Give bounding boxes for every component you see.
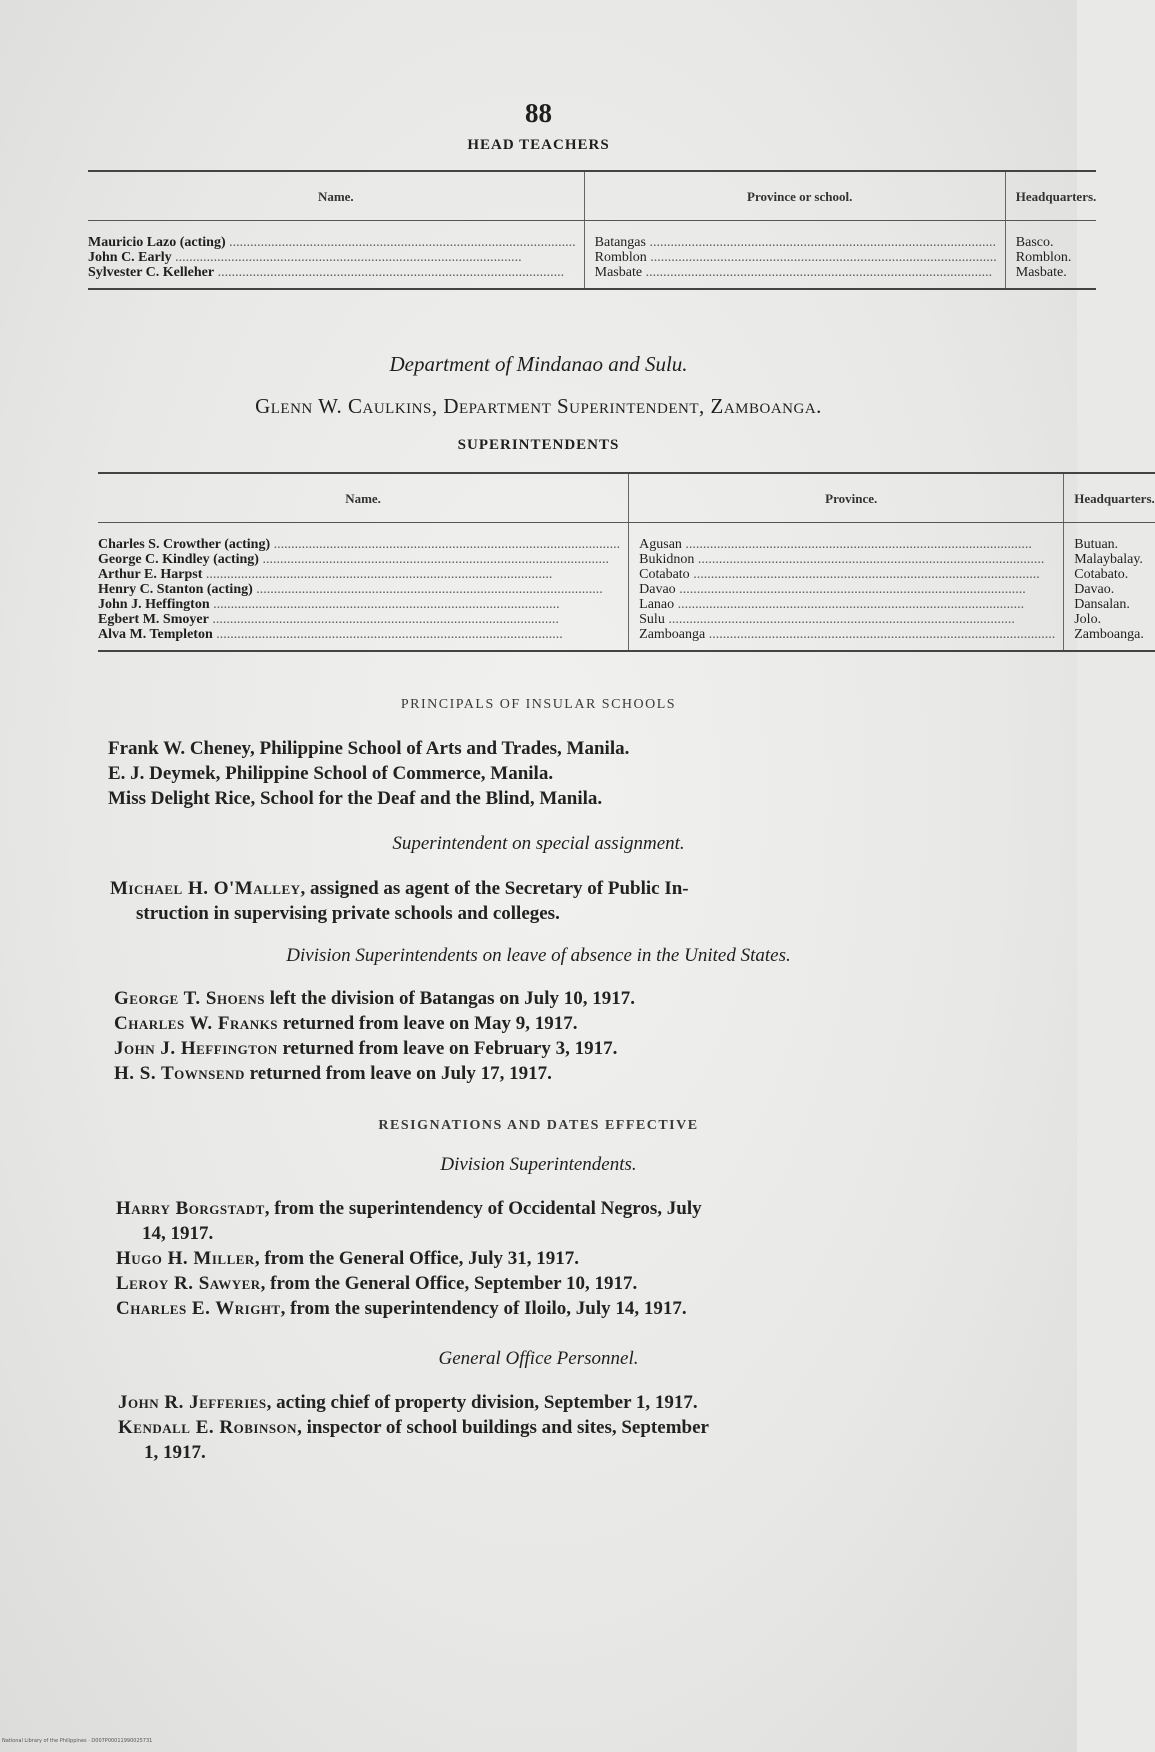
list-item (118, 1390, 988, 1415)
resignations-heading: RESIGNATIONS AND DATES EFFECTIVE (378, 1118, 699, 1133)
superintendent-headquarters: Cotabato. (1074, 567, 1129, 582)
list-item: Miss Delight Rice, School for the Deaf and the Blind, Manila. (108, 788, 603, 809)
teacher-province: Masbate ..... (595, 265, 997, 280)
department-superintendent-line: Glenn W. Caulkins, Department Superintendent, Zamboanga. (255, 394, 822, 418)
teacher-province: Romblon ..... (595, 250, 997, 265)
person-name: George T. Shoens (114, 988, 265, 1009)
column-header-province-school: Province or school. (584, 171, 1005, 221)
person-name: Charles E. Wright (116, 1298, 281, 1319)
superintendent-name: Arthur E. Harpst ..... (98, 567, 620, 582)
general-office-heading: General Office Personnel. (438, 1348, 639, 1369)
teacher-province: Batangas ..... (595, 235, 997, 250)
teacher-name: Sylvester C. Kelleher ..... (88, 265, 576, 280)
entry-text: , assigned as agent of the Secretary of Public In- (300, 878, 689, 899)
entry-text: , from the General Office, September 10, 1917. (260, 1273, 638, 1294)
person-name: Harry Borgstadt (116, 1198, 265, 1219)
person-name: Kendall E. Robinson (118, 1417, 298, 1438)
entry-text: returned from leave on July 17, 1917. (244, 1063, 552, 1084)
superintendent-province: Zamboanga ..... (639, 627, 1055, 642)
column-header-province: Province. (629, 473, 1064, 523)
teacher-headquarters: Romblon. (1015, 250, 1072, 265)
superintendent-name: John J. Heffington ..... (98, 597, 620, 612)
principals-heading: PRINCIPALS OF INSULAR SCHOOLS (400, 697, 677, 712)
superintendent-headquarters: Butuan. (1074, 537, 1119, 552)
entry-text: , inspector of school buildings and sites, September (297, 1417, 709, 1438)
entry-text: , from the superintendency of Iloilo, July 14, 1917. (280, 1298, 687, 1319)
entry-text: returned from leave on February 3, 1917. (277, 1038, 618, 1059)
list-item (116, 1271, 986, 1296)
entry-text: returned from leave on May 9, 1917. (277, 1013, 578, 1034)
list-item (118, 1415, 988, 1465)
list-item (114, 986, 994, 1011)
teacher-headquarters: Basco. (1015, 235, 1054, 250)
special-assignment-heading: Superintendent on special assignment. (392, 833, 685, 854)
entry-text: , from the General Office, July 31, 1917. (254, 1248, 579, 1269)
column-header-headquarters: Headquarters. (1064, 473, 1155, 523)
list-item (114, 1011, 994, 1036)
list-item (114, 1036, 994, 1061)
column-header-name: Name. (88, 171, 584, 221)
list-item: E. J. Deymek, Philippine School of Commerce, Manila. (108, 763, 554, 784)
teacher-name: John C. Early ..... (88, 250, 576, 265)
list-item: Frank W. Cheney, Philippine School of Arts and Trades, Manila. (108, 738, 630, 759)
division-superintendents-heading: Division Superintendents. (440, 1154, 637, 1175)
person-name: John R. Jefferies (118, 1392, 267, 1413)
superintendent-province: Lanao ..... (639, 597, 1055, 612)
entry-continuation: struction in supervising private schools and colleges. (136, 903, 560, 924)
superintendent-name: Alva M. Templeton ..... (98, 627, 620, 642)
resignations-office-list (118, 1390, 988, 1465)
superintendent-province: Bukidnon ..... (639, 552, 1055, 567)
table-row (98, 523, 1155, 652)
superintendent-name: Henry C. Stanton (acting) ..... (98, 582, 620, 597)
column-header-name: Name. (98, 473, 629, 523)
superintendent-headquarters: Zamboanga. (1074, 627, 1144, 642)
superintendent-province: Davao ..... (639, 582, 1055, 597)
column-header-headquarters: Headquarters. (1005, 171, 1096, 221)
person-name: H. S. Townsend (114, 1063, 245, 1084)
head-teachers-heading: HEAD TEACHERS (467, 137, 610, 153)
superintendent-headquarters: Dansalan. (1074, 597, 1130, 612)
superintendent-headquarters: Malaybalay. (1074, 552, 1143, 567)
entry-text: left the division of Batangas on July 10, 1917. (264, 988, 635, 1009)
person-name: Michael H. O'Malley (110, 878, 301, 899)
superintendent-headquarters: Jolo. (1074, 612, 1102, 627)
superintendent-name: Egbert M. Smoyer ..... (98, 612, 620, 627)
person-name: Leroy R. Sawyer (116, 1273, 261, 1294)
teacher-name: Mauricio Lazo (acting) ..... (88, 235, 576, 250)
entry-continuation: 1, 1917. (144, 1442, 206, 1463)
entry-text: , acting chief of property division, September 1, 1917. (266, 1392, 698, 1413)
superintendent-headquarters: Davao. (1074, 582, 1115, 597)
superintendents-heading: SUPERINTENDENTS (457, 437, 620, 453)
special-assignment-entry (110, 876, 990, 926)
principals-list (108, 736, 988, 811)
person-name: Hugo H. Miller (116, 1248, 255, 1269)
person-name: Charles W. Franks (114, 1013, 278, 1034)
list-item (116, 1296, 986, 1321)
person-name: John J. Heffington (114, 1038, 278, 1059)
superintendents-table (98, 472, 1155, 652)
list-item (114, 1061, 994, 1086)
head-teachers-table (88, 170, 1096, 290)
superintendent-province: Cotabato ..... (639, 567, 1055, 582)
superintendent-province: Sulu ..... (639, 612, 1055, 627)
table-row (88, 221, 1096, 290)
mindanao-heading: Department of Mindanao and Sulu. (389, 352, 688, 376)
page-number: 88 (525, 98, 552, 128)
entry-text: , from the superintendency of Occidental Negros, July (264, 1198, 702, 1219)
resignations-division-list (116, 1196, 986, 1321)
scan-footer: National Library of the Philippines · D007P00011990025731 (2, 1738, 153, 1744)
entry-continuation: 14, 1917. (142, 1223, 214, 1244)
list-item (116, 1196, 986, 1246)
teacher-headquarters: Masbate. (1015, 265, 1067, 280)
superintendent-name: Charles S. Crowther (acting) ..... (98, 537, 620, 552)
leave-list (114, 986, 994, 1086)
superintendent-province: Agusan ..... (639, 537, 1055, 552)
list-item (116, 1246, 986, 1271)
leave-heading: Division Superintendents on leave of absence in the United States. (286, 945, 791, 966)
superintendent-name: George C. Kindley (acting) ..... (98, 552, 620, 567)
